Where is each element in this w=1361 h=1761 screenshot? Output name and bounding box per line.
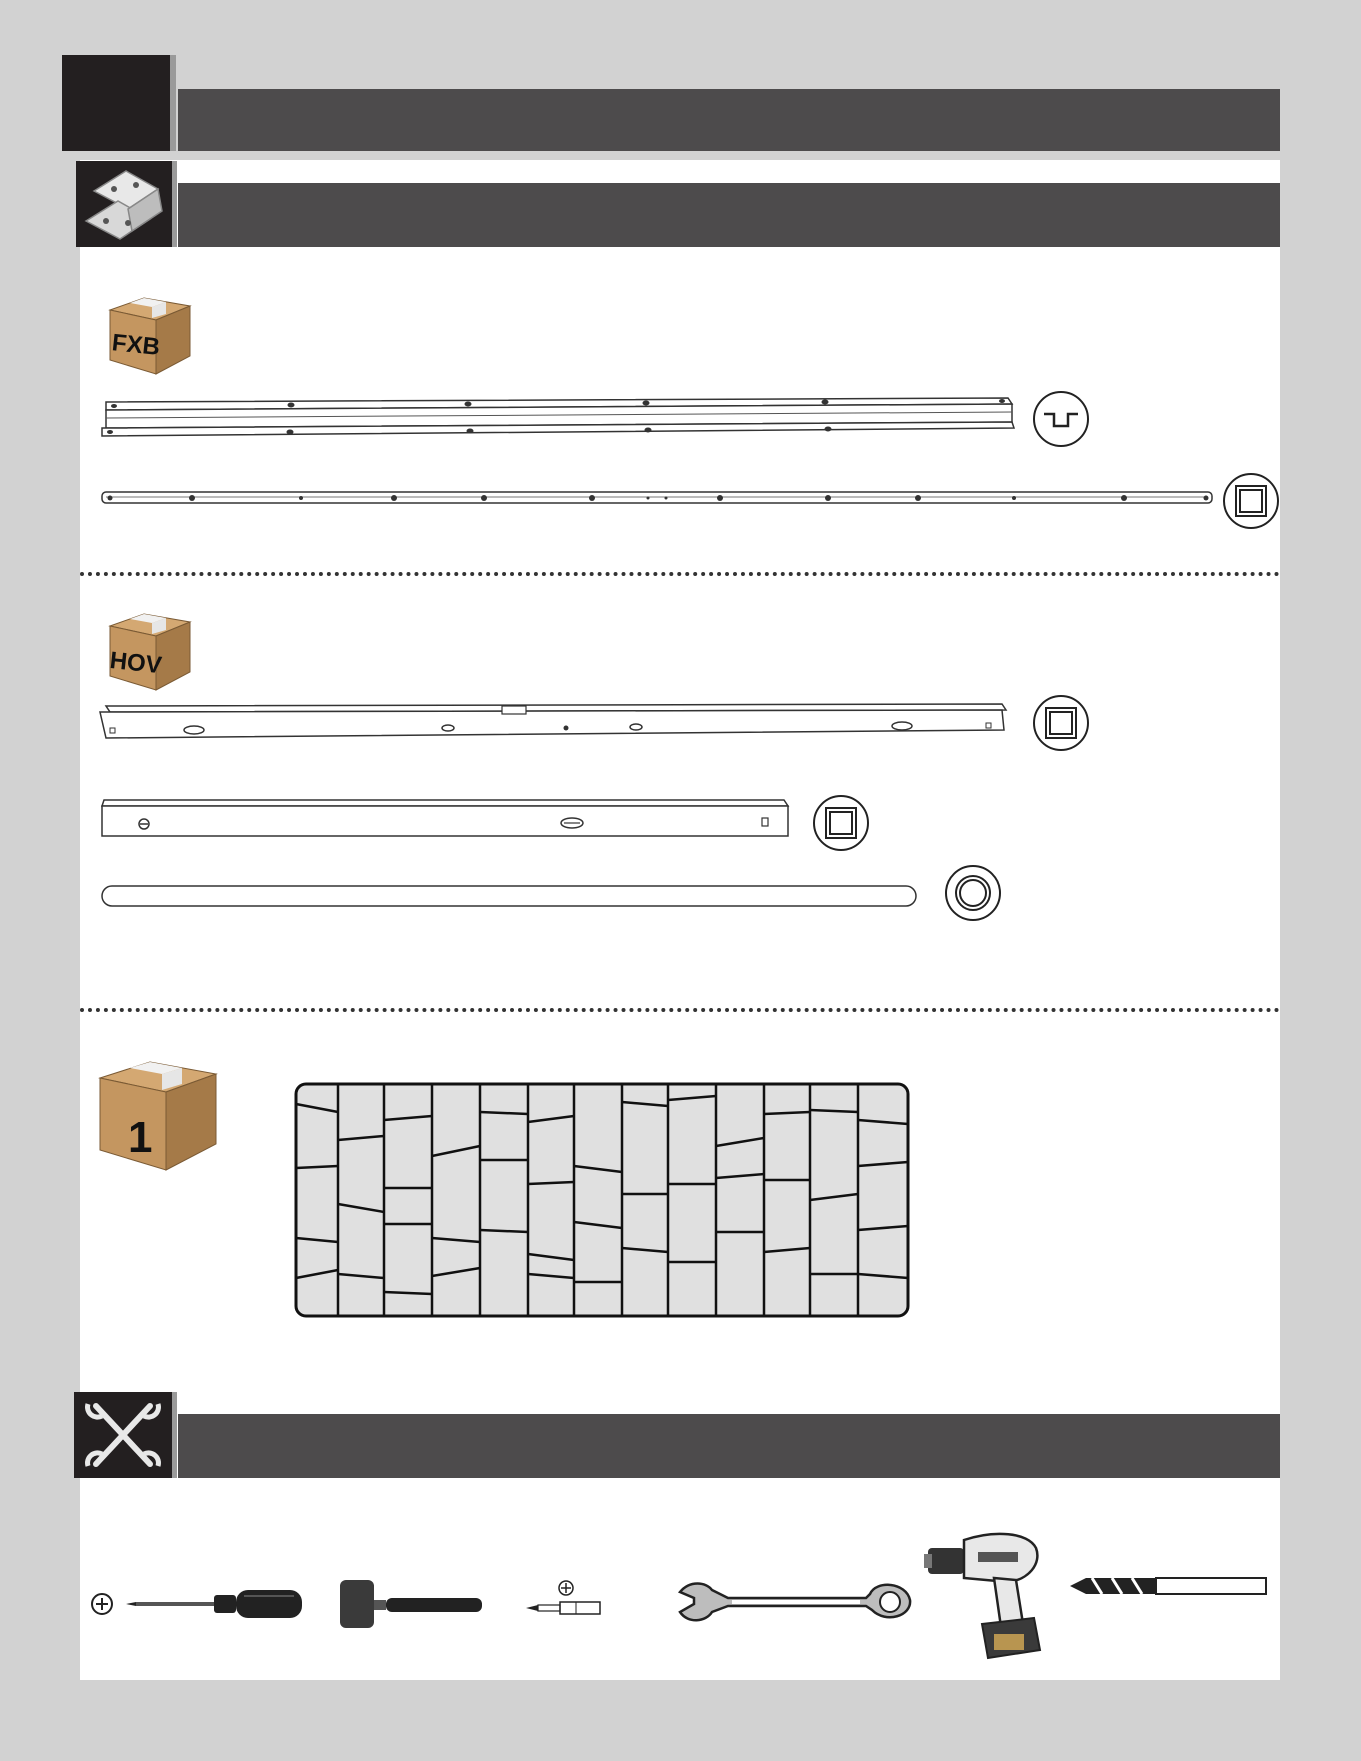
step-block-edge bbox=[170, 55, 176, 151]
box-hov-icon bbox=[104, 610, 196, 699]
section-divider bbox=[80, 1008, 1280, 1012]
section-divider bbox=[80, 572, 1280, 576]
step-title-bar bbox=[178, 89, 1280, 151]
round-tube-profile-icon bbox=[944, 864, 1002, 927]
short-square-tube bbox=[98, 796, 792, 842]
stone-pattern-panel bbox=[294, 1082, 910, 1318]
crossed-wrenches-icon bbox=[74, 1392, 172, 1478]
step-number-block bbox=[62, 55, 172, 151]
section-icon-edge bbox=[172, 1392, 177, 1478]
drill-bit-icon bbox=[1068, 1574, 1270, 1605]
section-icon-edge bbox=[172, 161, 177, 247]
hat-channel-profile-icon bbox=[1032, 390, 1090, 453]
hardware-section-bar bbox=[178, 183, 1280, 247]
box-label: 1 bbox=[128, 1113, 153, 1162]
phillips-screwdriver-icon bbox=[90, 1582, 304, 1635]
round-tube bbox=[100, 884, 920, 908]
square-tube-profile-icon bbox=[1222, 472, 1280, 535]
box-fxb-icon bbox=[104, 294, 196, 383]
phillips-bit-icon bbox=[524, 1580, 608, 1629]
box-label: HOV bbox=[108, 646, 163, 680]
rubber-mallet-icon bbox=[336, 1574, 484, 1639]
tools-section-bar bbox=[178, 1414, 1280, 1478]
box-1-icon bbox=[92, 1056, 222, 1179]
long-tube-with-slots bbox=[96, 700, 1010, 742]
box-label: FXB bbox=[110, 329, 162, 362]
square-tube-profile-icon bbox=[812, 794, 870, 857]
combination-wrench-icon bbox=[676, 1576, 916, 1633]
hat-channel-rail bbox=[98, 392, 1018, 442]
bracket-icon bbox=[76, 161, 174, 247]
square-tube-profile-icon bbox=[1032, 694, 1090, 757]
long-square-tube bbox=[100, 488, 1215, 508]
cordless-drill-icon bbox=[924, 1526, 1044, 1667]
